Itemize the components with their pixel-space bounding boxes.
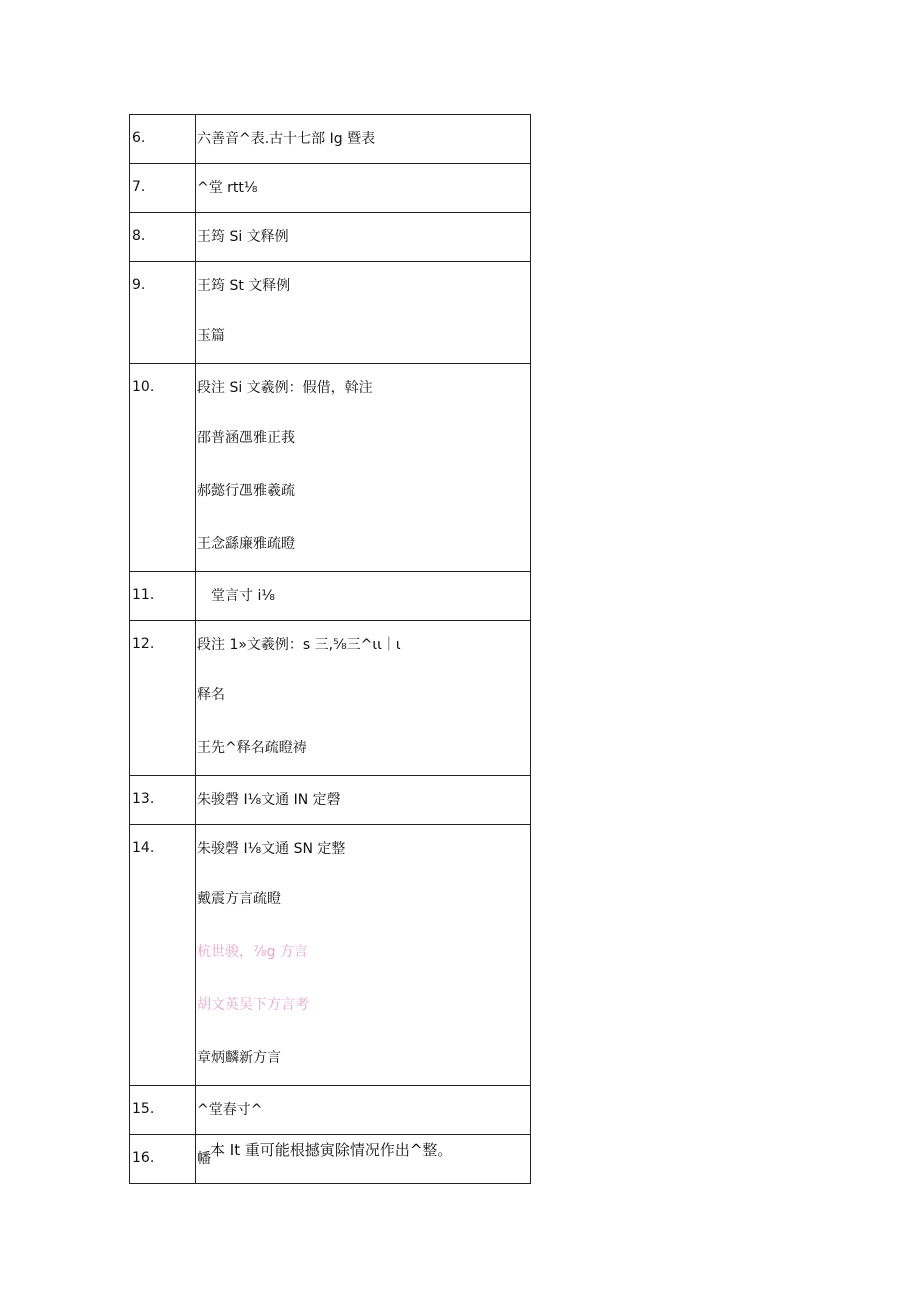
row-content-cell (196, 164, 531, 213)
entry-text: 王筠 Si 文释例 (197, 229, 289, 245)
row-content-cell (196, 825, 531, 1086)
entry-text: 幡 (197, 1151, 211, 1167)
row-number: 10. (132, 379, 155, 395)
entry-text: ^堂 rtt⅛ (197, 180, 258, 196)
row-number-cell (130, 825, 196, 1086)
table-row (130, 1086, 531, 1135)
row-number: 11. (132, 587, 155, 603)
table-row (130, 262, 531, 364)
entry-text: 释名 (197, 687, 225, 703)
row-content-cell (196, 621, 531, 776)
entry-text: 六善音^表.古十七部 Ig 暨表 (197, 131, 376, 147)
row-content-cell (196, 776, 531, 825)
entry-text: 邵普涵乪雅正莪 (197, 430, 295, 446)
entry-text-highlighted: 胡文英吴下方言考 (197, 997, 309, 1013)
table-row (130, 115, 531, 164)
row-number: 6. (132, 130, 146, 146)
row-number: 15. (132, 1101, 155, 1117)
entry-text: 章炳麟新方言 (197, 1050, 281, 1066)
row-number-cell (130, 115, 196, 164)
table-row (130, 364, 531, 572)
row-content-cell (196, 115, 531, 164)
row-number-cell (130, 364, 196, 572)
entry-text: 堂言寸 i⅛ (197, 588, 275, 604)
table-row (130, 213, 531, 262)
entry-text: 段注 1»文羲例：s 三,⅝三^ιι｜ι (197, 637, 401, 653)
row-content-cell (196, 364, 531, 572)
table-row (130, 572, 531, 621)
row-number-cell (130, 1086, 196, 1135)
row-number: 8. (132, 228, 146, 244)
row-number: 16. (132, 1150, 155, 1166)
entry-text: 郝懿行乪雅羲疏 (197, 483, 295, 499)
table-row (130, 621, 531, 776)
reading-list-table (129, 114, 531, 1184)
entry-text: 王筠 St 文释例 (197, 278, 291, 294)
row-number: 7. (132, 179, 146, 195)
entry-text: 戴震方言疏瞪 (197, 891, 281, 907)
entry-text-highlighted: 杭世骏，⅞g 方言 (197, 944, 308, 960)
row-number: 14. (132, 840, 155, 856)
entry-text: 王先^释名疏瞪祷 (197, 740, 307, 756)
footer-note: 本 It 重可能根撼寅除情况作出^整。 (210, 1141, 453, 1159)
row-number: 12. (132, 636, 155, 652)
table-row (130, 776, 531, 825)
entry-text: 段注 Si 文羲例：假借，斡注 (197, 380, 373, 396)
row-content-cell (196, 213, 531, 262)
row-number-cell (130, 262, 196, 364)
row-number-cell (130, 776, 196, 825)
row-number: 9. (132, 277, 146, 293)
row-number-cell (130, 1135, 196, 1184)
entry-text: ^堂春寸^ (197, 1102, 263, 1118)
entry-text: 朱骏磬 I⅛文通 SN 定整 (197, 841, 346, 857)
row-number-cell (130, 621, 196, 776)
entry-text: 朱骏磬 I⅛文通 IN 定磬 (197, 792, 341, 808)
entry-text: 王念繇廉雅疏瞪 (197, 536, 295, 552)
row-content-cell (196, 262, 531, 364)
row-number-cell (130, 572, 196, 621)
row-number-cell (130, 213, 196, 262)
entry-text: 玉篇 (197, 328, 225, 344)
row-number-cell (130, 164, 196, 213)
row-content-cell (196, 1086, 531, 1135)
table-row (130, 825, 531, 1086)
table-row (130, 164, 531, 213)
row-number: 13. (132, 791, 155, 807)
row-content-cell (196, 572, 531, 621)
